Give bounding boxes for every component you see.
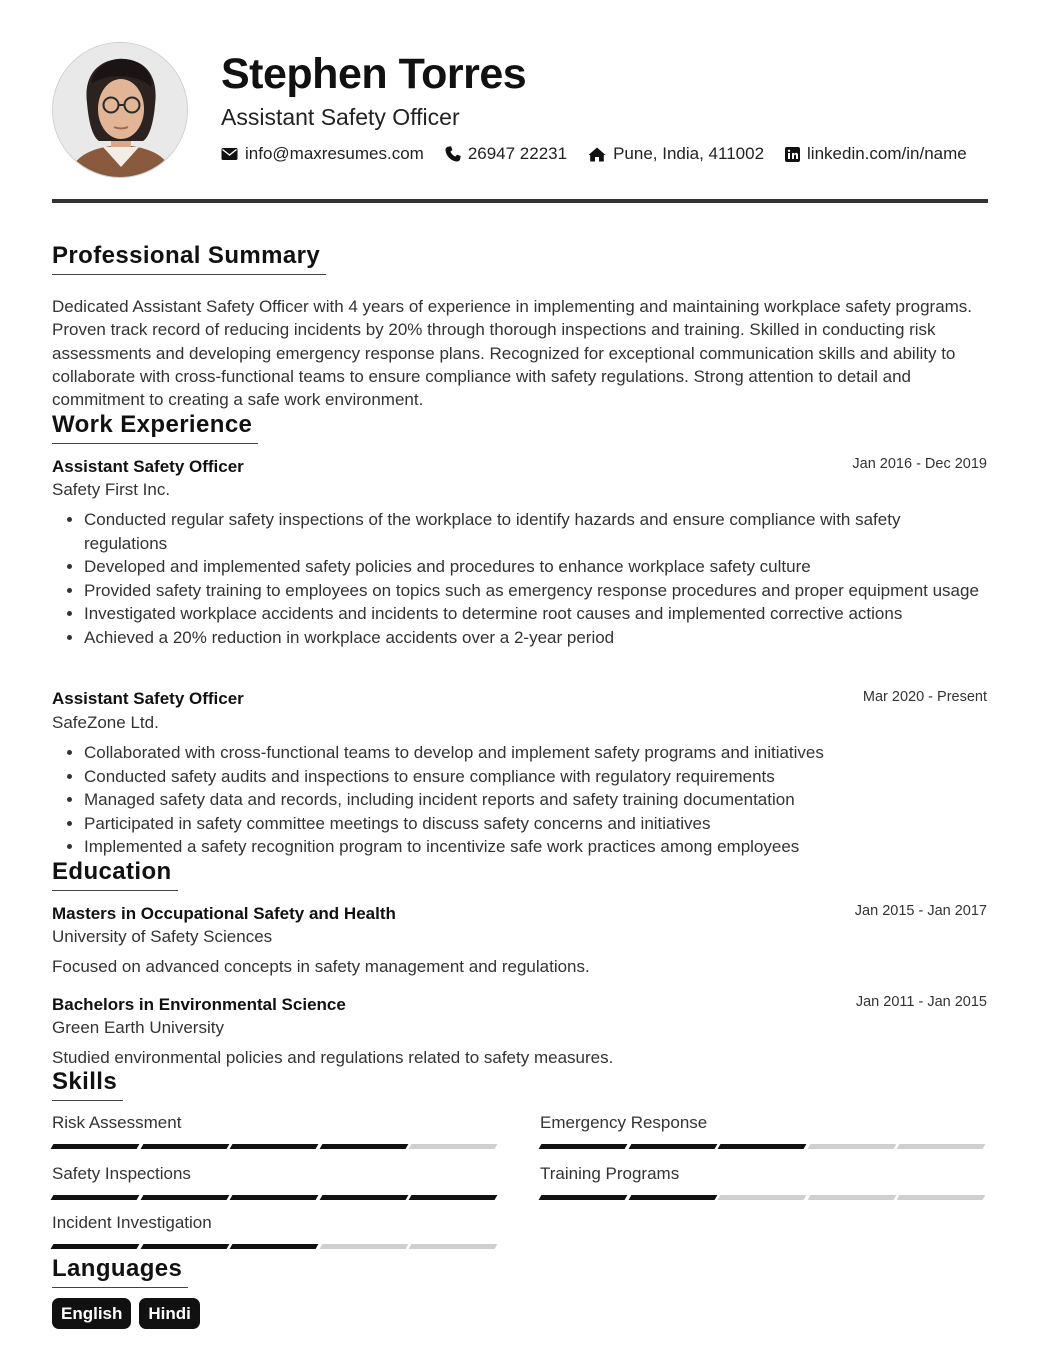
- contact-location-text: Pune, India, 411002: [613, 144, 765, 163]
- job-1-title: Assistant Safety Officer: [52, 457, 244, 476]
- skill-segment-filled: [230, 1244, 318, 1249]
- home-icon: [588, 147, 606, 162]
- contact-bar: [221, 144, 988, 164]
- skill-item: [52, 1164, 500, 1200]
- skill-segment-empty: [897, 1195, 985, 1200]
- job-1-bullet: • Conducted regular safety inspections of the workplace to identify hazards and ensure compliance with safety regulations: [84, 508, 988, 555]
- edu-1-dates: Jan 2015 - Jan 2017: [854, 903, 987, 919]
- skill-segment-empty: [319, 1244, 407, 1249]
- skill-segment-empty: [807, 1144, 895, 1149]
- skill-name: Emergency Response: [540, 1113, 708, 1132]
- skill-item: [540, 1113, 988, 1149]
- skill-segment-filled: [51, 1244, 139, 1249]
- skills-heading: Skills: [52, 1068, 123, 1101]
- edu-2-description: Studied environmental policies and regulations related to safety measures.: [52, 1048, 614, 1067]
- skill-level-bar: [52, 1244, 500, 1249]
- profile-photo: [53, 43, 188, 178]
- contact-phone[interactable]: [445, 144, 567, 164]
- skill-segment-filled: [51, 1144, 139, 1149]
- candidate-name: Stephen Torres: [221, 50, 527, 98]
- job-1-bullet: • Provided safety training to employees on topics such as emergency response procedures and proper equipment usage: [84, 579, 988, 603]
- languages-heading: Languages: [52, 1255, 188, 1288]
- linkedin-icon: [785, 147, 800, 162]
- skill-segment-empty: [807, 1195, 895, 1200]
- skill-level-bar: [540, 1144, 988, 1149]
- skill-segment-filled: [319, 1144, 407, 1149]
- candidate-role: Assistant Safety Officer: [221, 104, 460, 130]
- skill-segment-filled: [140, 1144, 228, 1149]
- language-list: [52, 1298, 208, 1329]
- summary-text: Dedicated Assistant Safety Officer with 4 years of experience in implementing and maintaining workplace safety programs. Proven track record of reducing incidents by 20% through thorough inspections and training. Skilled in conducting risk assessments and developing emergency response plans. Recognized for exceptional communication skills and ability to collaborate with cross-functional teams to ensure compliance with safety regulations. Strong attention to detail and commitment to creating a safe work environment.: [52, 297, 973, 410]
- skill-segment-filled: [539, 1144, 627, 1149]
- edu-1-school: University of Safety Sciences: [52, 927, 273, 946]
- skill-segment-filled: [319, 1195, 407, 1200]
- skill-item: [52, 1113, 500, 1149]
- skill-item: [540, 1164, 988, 1200]
- skill-name: Incident Investigation: [52, 1213, 212, 1232]
- language-badge: English: [52, 1298, 131, 1329]
- job-2-bullet: • Participated in safety committee meetings to discuss safety concerns and initiatives: [84, 812, 988, 836]
- skill-segment-filled: [140, 1195, 228, 1200]
- skill-segment-filled: [140, 1244, 228, 1249]
- job-2-bullet: • Collaborated with cross-functional teams to develop and implement safety programs and initiatives: [84, 741, 988, 765]
- job-1-bullet: • Investigated workplace accidents and incidents to determine root causes and implemented corrective actions: [84, 602, 988, 626]
- education-heading: Education: [52, 858, 178, 891]
- job-2-company: SafeZone Ltd.: [52, 713, 159, 732]
- avatar: [52, 42, 188, 178]
- skill-segment-empty: [718, 1195, 806, 1200]
- contact-location: [588, 144, 764, 164]
- skill-level-bar: [52, 1195, 500, 1200]
- summary-heading: Professional Summary: [52, 242, 326, 275]
- contact-linkedin-text: linkedin.com/in/name: [807, 144, 967, 163]
- edu-2-school: Green Earth University: [52, 1018, 224, 1037]
- contact-linkedin[interactable]: [785, 144, 967, 164]
- edu-1-description: Focused on advanced concepts in safety management and regulations.: [52, 957, 590, 976]
- skill-name: Safety Inspections: [52, 1164, 191, 1183]
- job-1-dates: Jan 2016 - Dec 2019: [852, 456, 987, 472]
- job-1-bullet: • Achieved a 20% reduction in workplace accidents over a 2-year period: [84, 626, 988, 650]
- skill-segment-filled: [230, 1144, 318, 1149]
- edu-2-dates: Jan 2011 - Jan 2015: [855, 994, 987, 1010]
- job-2-bullet: • Implemented a safety recognition program to incentivize safe work practices among employees: [84, 835, 988, 859]
- job-2-bullets: [52, 741, 988, 859]
- skill-segment-empty: [409, 1244, 497, 1249]
- envelope-icon: [221, 147, 238, 161]
- skill-level-bar: [52, 1144, 500, 1149]
- edu-2-degree: Bachelors in Environmental Science: [52, 995, 346, 1014]
- skill-segment-filled: [628, 1144, 716, 1149]
- skill-segment-filled: [539, 1195, 627, 1200]
- language-badge: Hindi: [139, 1298, 200, 1329]
- skill-segment-filled: [718, 1144, 806, 1149]
- contact-email-text: info@maxresumes.com: [245, 144, 424, 163]
- skill-name: Training Programs: [540, 1164, 680, 1183]
- job-2-bullet: • Managed safety data and records, including incident reports and safety training documentation: [84, 788, 988, 812]
- job-1-bullets: [52, 508, 988, 649]
- skill-segment-filled: [51, 1195, 139, 1200]
- skill-segment-filled: [409, 1195, 497, 1200]
- job-1-bullet: • Developed and implemented safety policies and procedures to enhance workplace safety culture: [84, 555, 988, 579]
- contact-email[interactable]: [221, 144, 424, 164]
- job-1-company: Safety First Inc.: [52, 480, 171, 499]
- skill-level-bar: [540, 1195, 988, 1200]
- skill-segment-filled: [230, 1195, 318, 1200]
- skill-segment-empty: [409, 1144, 497, 1149]
- skill-segment-empty: [897, 1144, 985, 1149]
- job-2-title: Assistant Safety Officer: [52, 689, 244, 708]
- header-divider: [52, 199, 988, 203]
- edu-1-degree: Masters in Occupational Safety and Health: [52, 904, 396, 923]
- job-2-dates: Mar 2020 - Present: [862, 689, 987, 705]
- phone-icon: [445, 146, 461, 162]
- contact-phone-text: 26947 22231: [467, 144, 568, 163]
- job-2-bullet: • Conducted safety audits and inspections to ensure compliance with regulatory requirements: [84, 765, 988, 789]
- skill-item: [52, 1213, 500, 1249]
- skill-name: Risk Assessment: [52, 1113, 182, 1132]
- skill-segment-filled: [628, 1195, 716, 1200]
- experience-heading: Work Experience: [52, 411, 258, 444]
